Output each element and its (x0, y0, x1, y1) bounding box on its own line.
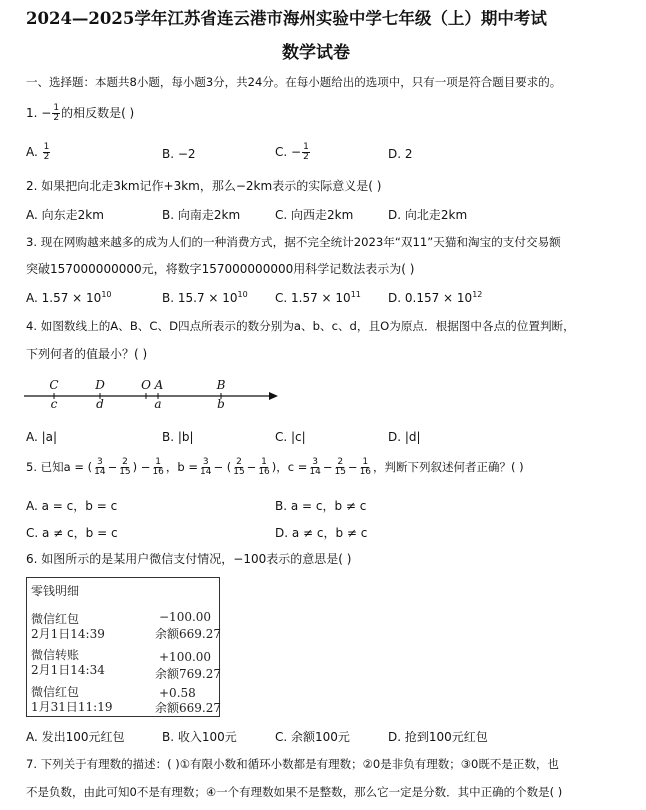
question-7-line-1: 7. 下列关于有理数的描述：( )①有限小数和循环小数都是有理数；②0是非负有理数；③0既不是正数，也 (26, 757, 559, 771)
q1-option-c: C. − $\frac{1}{2}$ (275, 142, 309, 162)
q6-option-b: B. 收入100元 (162, 730, 237, 744)
q5-option-c: C. a ≠ c，b = c (26, 526, 118, 540)
question-4-line-1: 4. 如图数线上的A、B、C、D四点所表示的数分别为a、b、c、d，且O为原点．根据图中各点的位置判断， (26, 319, 575, 333)
q1-option-a: A. $\frac{1}{2}$ (26, 142, 50, 162)
row-1-name: 微信红包 (31, 612, 80, 626)
row-3-date: 1月31日11:19 (31, 700, 113, 714)
row-2-name: 微信转账 (31, 648, 80, 662)
question-4-line-2: 下列何者的值最小？( ) (26, 347, 148, 361)
point-c-upper: C (49, 378, 59, 392)
row-1-date: 2月1日14:39 (31, 627, 105, 641)
row-2-balance: 余额769.27 (155, 667, 221, 681)
point-d-upper: D (95, 378, 105, 392)
row-2-amount: +100.00 (159, 650, 212, 664)
q2-option-a: A. 向东走2km (26, 208, 104, 222)
row-3-amount: +0.58 (159, 686, 196, 700)
row-3-balance: 余额669.27 (155, 701, 221, 715)
q3-option-a: A. $1.57 \times 10^{10}$ (26, 290, 112, 305)
fraction: $\frac{1}{2}$ (53, 103, 60, 123)
q4-option-a: A. |a| (26, 430, 58, 444)
q3-option-c: C. $1.57 \times 10^{11}$ (275, 290, 361, 305)
q3-option-d: D. $0.157 \times 10^{12}$ (388, 290, 483, 305)
point-a-lower: a (154, 397, 162, 411)
box-title: 零钱明细 (31, 584, 80, 598)
question-2-stem: 2. 如果把向北走3km记作+3km，那么−2km表示的实际意义是( ) (26, 179, 382, 193)
q4-option-d: D. |d| (388, 430, 421, 444)
point-a-upper: A (154, 378, 164, 392)
q4-option-c: C. |c| (275, 430, 306, 444)
q5-option-d: D. a ≠ c，b ≠ c (275, 526, 368, 540)
question-5-stem: 5. 已知a = ( $\frac{3}{14}$ − $\frac{2}{15}$ ) − $\frac{1}{16}$ ，b = $\frac{3}{14}$ − ( $\frac{2}{15}$ − $\frac{1}{16}$ )，c = $\frac{3}{14}$ − $\frac{2}{15}$ − $\frac{1}{16}$ ，判断下列叙述何者正确？( ) (26, 457, 524, 477)
exam-subtitle: 数学试卷 (282, 43, 350, 63)
q4-option-b: B. |b| (162, 430, 194, 444)
q2-option-b: B. 向南走2km (162, 208, 241, 222)
q6-option-c: C. 余额100元 (275, 730, 350, 744)
q6-option-a: A. 发出100元红包 (26, 730, 125, 744)
point-o-upper: O (141, 378, 151, 392)
row-1-balance: 余额669.27 (155, 627, 221, 641)
row-3-name: 微信红包 (31, 685, 80, 699)
section-heading: 一、选择题：本题共8小题，每小题3分，共24分。在每小题给出的选项中，只有一项是符合题目要求的。 (26, 75, 562, 89)
question-6-stem: 6. 如图所示的是某用户微信支付情况，−100表示的意思是( ) (26, 552, 352, 566)
point-b-lower: b (217, 397, 225, 411)
point-c-lower: c (50, 397, 58, 411)
question-3-line-2: 突破157000000000元，将数字157000000000用科学记数法表示为( ) (26, 262, 415, 276)
q3-option-b: B. $15.7 \times 10^{10}$ (162, 290, 248, 305)
question-1-stem: 1. − $\frac{1}{2}$ 的相反数是( ) (26, 103, 135, 123)
number-line (20, 374, 282, 414)
row-2-date: 2月1日14:34 (31, 663, 105, 677)
q1-option-d: D. 2 (388, 147, 413, 161)
wechat-pay-detail-box (26, 577, 220, 717)
q5-option-a: A. a = c，b = c (26, 499, 118, 513)
point-b-upper: B (216, 378, 226, 392)
question-3-line-1: 3. 现在网购越来越多的成为人们的一种消费方式，据不完全统计2023年“双11”天猫和淘宝的支付交易额 (26, 235, 561, 249)
q6-option-d: D. 抢到100元红包 (388, 730, 488, 744)
point-d-lower: d (96, 397, 104, 411)
exam-title: 2024—2025学年江苏省连云港市海州实验中学七年级（上）期中考试 (26, 9, 547, 28)
q2-option-c: C. 向西走2km (275, 208, 354, 222)
row-1-amount: −100.00 (159, 610, 212, 624)
q1-option-b: B. −2 (162, 147, 196, 161)
q5-option-b: B. a = c，b ≠ c (275, 499, 367, 513)
question-7-line-2: 不是负数，由此可知0不是有理数；④一个有理数如果不是整数，那么它一定是分数．其中正确的个数是( ) (26, 785, 563, 799)
q2-option-d: D. 向北走2km (388, 208, 468, 222)
